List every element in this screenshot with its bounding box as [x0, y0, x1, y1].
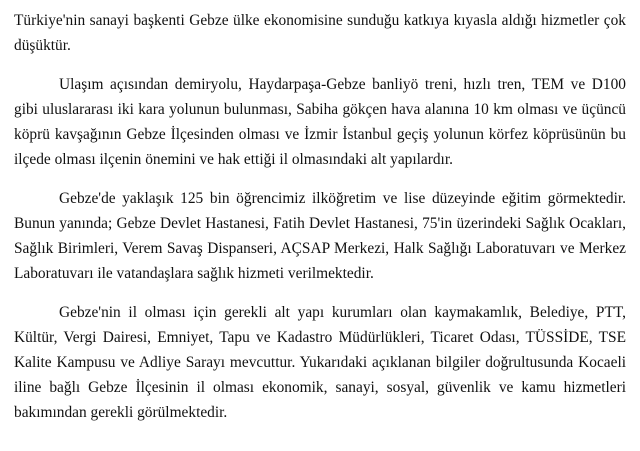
paragraph-gebze-services: Türkiye'nin sanayi başkenti Gebze ülke ekonomisine sunduğu katkıya kıyasla aldığı hizmetler çok düşüktür.	[14, 12, 626, 54]
paragraph-transportation: Ulaşım açısından demiryolu, Haydarpaşa-Gebze banliyö treni, hızlı tren, TEM ve D100 gibi uluslararası iki kara yolunun bulunması, Sabiha gökçen hava alanına 10 km olması ve üçüncü köprü kavşağının Gebze İlçesinden olması ve İzmir İstanbul geçiş yolunun körfez köprüsünün bu ilçede olması ilçenin önemini ve hak ettiği il olmasındaki alt yapılardır.	[14, 76, 626, 168]
document-page	[14, 8, 626, 439]
paragraph-education-health: Gebze'de yaklaşık 125 bin öğrencimiz ilköğretim ve lise düzeyinde eğitim görmektedir. Bunun yanında; Gebze Devlet Hastanesi, Fatih Devlet Hastanesi, 75'in üzerindeki Sağlık Ocakları, Sağlık Birimleri, Verem Savaş Dispanseri, AÇSAP Merkezi, Halk Sağlığı Laboratuvarı ve Merkez Laboratuvarı ile vatandaşlara sağlık hizmeti verilmektedir.	[14, 190, 626, 282]
paragraph-infrastructure: Gebze'nin il olması için gerekli alt yapı kurumları olan kaymakamlık, Belediye, PTT, Kültür, Vergi Dairesi, Emniyet, Tapu ve Kadastro Müdürlükleri, Ticaret Odası, TÜSSİDE, TSE Kalite Kampusu ve Adliye Sarayı mevcuttur. Yukarıdaki açıklanan bilgiler doğrultusunda Kocaeli iline bağlı Gebze İlçesinin il olması ekonomik, sanayi, sosyal, güvenlik ve kamu hizmetleri bakımından gerekli görülmektedir.	[14, 304, 626, 421]
